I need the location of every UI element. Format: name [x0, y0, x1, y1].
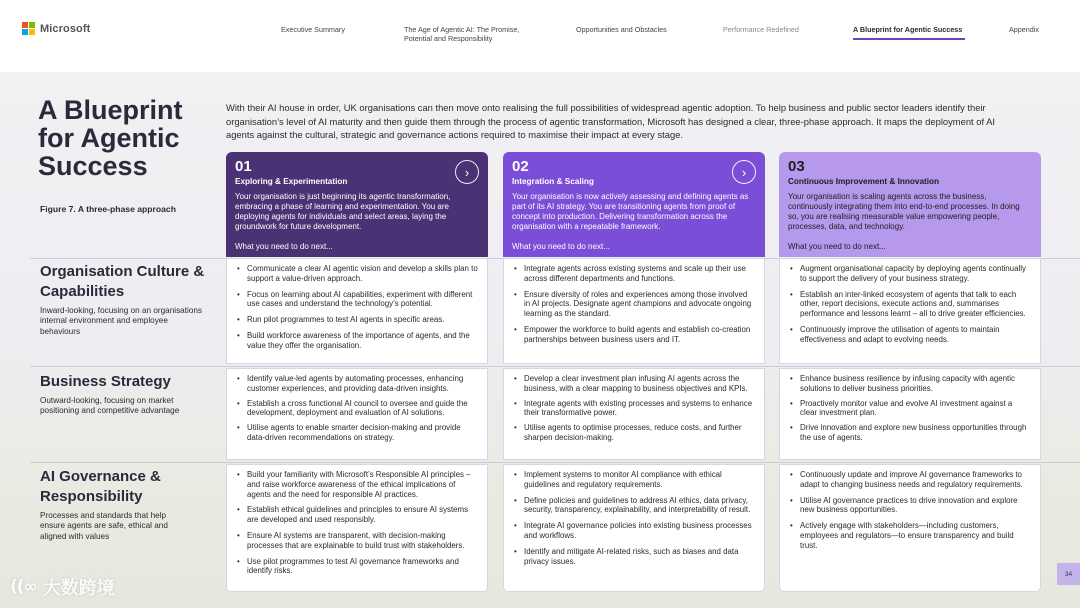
row-description: Processes and standards that help ensure agents are safe, ethical and aligned with values — [40, 511, 168, 541]
list-item: • Implement systems to monitor AI compliance with ethical guidelines and regulatory requirements. — [512, 470, 755, 490]
list-item: • Drive innovation and explore new business opportunities through the use of agents. — [788, 423, 1031, 443]
phase-description: Your organisation is scaling agents across the business, continuously integrating them into end-to-end processes. In doing so, you are realising measurable value empowering people, processes, data, and technology. — [788, 192, 1020, 231]
microsoft-logo-icon — [22, 22, 35, 35]
list-item: • Build your familiarity with Microsoft’s Responsible AI principles – and raise workforce awareness of the ethical implications of agents and the need for responsible AI practices. — [235, 470, 478, 499]
row-description: Outward-looking, focusing on market positioning and competitive advantage — [40, 396, 180, 416]
nav-opportunities-obstacles[interactable]: Opportunities and Obstacles — [576, 25, 667, 34]
list-item: • Utilise agents to optimise processes, reduce costs, and further sharpen decision-making. — [512, 423, 755, 443]
brand-name: Microsoft — [40, 22, 91, 35]
row-label-culture — [40, 262, 210, 337]
phase-2-header — [503, 152, 765, 257]
row-title: AI Governance & Responsibility — [40, 468, 161, 505]
list-item: • Focus on learning about AI capabilities, experiment with different use cases and understand the technology’s potential. — [235, 290, 478, 310]
chevron-right-circle-icon[interactable]: › — [732, 160, 756, 184]
watermark-text: 大数跨境 — [42, 578, 115, 599]
phase-3-header — [779, 152, 1041, 257]
list-item: • Continuously update and improve AI governance frameworks to adapt to changing business needs and regulatory requirements. — [788, 470, 1031, 490]
list-item: • Empower the workforce to build agents and establish co-creation partnerships between business users and IT. — [512, 325, 755, 345]
phase-description: Your organisation is now actively assessing and defining agents as part of its AI strategy. You are transitioning agents from proof of concept into production. Delivering transformation across the organisation with a repeatable framework. — [512, 192, 749, 231]
list-item: • Continuously improve the utilisation of agents to maintain effectiveness and adapt to evolving needs. — [788, 325, 1031, 345]
phase-name: Integration & Scaling — [512, 177, 594, 186]
row-title: Business Strategy — [40, 373, 171, 390]
phase-number: 02 — [512, 158, 529, 175]
list-item: • Integrate agents across existing systems and scale up their use across different departments and functions. — [512, 264, 755, 284]
phase-next-label: What you need to do next... — [235, 242, 333, 251]
list-item: • Ensure diversity of roles and experiences among those involved in AI projects. Designate agent champions and advocate ongoing learning as the standard. — [512, 290, 755, 319]
list-item: • Define policies and guidelines to address AI ethics, data privacy, security, transparency, explainability, and interpretability of result. — [512, 496, 755, 516]
page-title: A Blueprint for Agentic Success — [38, 95, 183, 181]
list-item: • Establish an inter-linked ecosystem of agents that talk to each other, report decisions, execute actions and, summarises performance and lessons learnt – all to drive greater efficiencies. — [788, 290, 1031, 319]
cell-governance-phase-3 — [779, 464, 1041, 592]
list-item: • Identify value-led agents by automating processes, enhancing customer experiences, and providing data-driven insights. — [235, 374, 478, 394]
list-item: • Augment organisational capacity by deploying agents continually to support the delivery of your business strategy. — [788, 264, 1031, 284]
row-divider — [30, 366, 1080, 367]
list-item: • Build workforce awareness of the importance of agents, and the value they offer the organisation. — [235, 331, 478, 351]
list-item: • Run pilot programmes to test AI agents in specific areas. — [235, 315, 478, 325]
row-divider — [30, 462, 1080, 463]
cell-strategy-phase-2 — [503, 368, 765, 460]
phase-number: 03 — [788, 158, 805, 175]
list-item: • Utilise AI governance practices to drive innovation and explore new business opportunities. — [788, 496, 1031, 516]
watermark — [10, 574, 115, 600]
list-item: • Use pilot programmes to test AI governance frameworks and identify risks. — [235, 557, 478, 577]
list-item: • Actively engage with stakeholders—including customers, employees and regulators—to ensure transparency and build trust. — [788, 521, 1031, 550]
cell-culture-phase-2 — [503, 258, 765, 364]
phase-description: Your organisation is just beginning its agentic transformation, embracing a phase of learning and experimentation. You are deploying agents for individuals and select areas, laying the groundwork for future development. — [235, 192, 451, 231]
list-item: • Ensure AI systems are transparent, with decision-making processes that are explainable to build trust with stakeholders. — [235, 531, 478, 551]
cell-culture-phase-3 — [779, 258, 1041, 364]
top-navigation — [0, 0, 1080, 72]
nav-executive-summary[interactable]: Executive Summary — [281, 25, 345, 34]
active-nav-underline — [853, 38, 965, 40]
page-number: 34 — [1057, 563, 1080, 585]
phase-next-label: What you need to do next... — [512, 242, 610, 251]
list-item: • Establish a cross functional AI council to oversee and guide the development, deployment and evaluation of AI solutions. — [235, 399, 478, 419]
cell-governance-phase-2 — [503, 464, 765, 592]
row-title: Organisation Culture & Capabilities — [40, 263, 205, 300]
nav-age-of-agentic-ai[interactable]: The Age of Agentic AI: The Promise, Potential and Responsibility — [404, 25, 520, 43]
nav-appendix[interactable]: Appendix — [1009, 25, 1039, 34]
phase-number: 01 — [235, 158, 252, 175]
phase-1-header — [226, 152, 488, 257]
list-item: • Identify and mitigate AI-related risks, such as biases and data privacy issues. — [512, 547, 755, 567]
list-item: • Establish ethical guidelines and principles to ensure AI systems are developed and used responsibly. — [235, 505, 478, 525]
nav-performance-redefined[interactable]: Performance Redefined — [723, 25, 799, 34]
list-item: • Integrate AI governance policies into existing business processes and workflows. — [512, 521, 755, 541]
list-item: • Proactively monitor value and evolve AI investment against a clear investment plan. — [788, 399, 1031, 419]
phase-name: Exploring & Experimentation — [235, 177, 348, 186]
row-description: Inward-looking, focusing on an organisations internal environment and employee behaviours — [40, 306, 203, 336]
row-label-governance — [40, 467, 210, 542]
cell-culture-phase-1 — [226, 258, 488, 364]
microsoft-logo[interactable] — [22, 22, 90, 35]
cell-strategy-phase-3 — [779, 368, 1041, 460]
list-item: • Communicate a clear AI agentic vision and develop a skills plan to support a value-driven approach. — [235, 264, 478, 284]
row-label-strategy — [40, 372, 210, 417]
cell-governance-phase-1 — [226, 464, 488, 592]
list-item: • Utilise agents to enable smarter decision-making and provide data-driven recommendations on strategy. — [235, 423, 478, 443]
intro-paragraph: With their AI house in order, UK organisations can then move onto realising the full possibilities of widespread agentic adoption. To help business and public sector leaders identify their organisation’s level of AI maturity and then guide them through the process of agentic transformation, Microsoft has designed a clear, three-phase approach. It maps the deployment of AI agents against the cultural, strategic and governance actions required to maximise their impact at every stage. — [226, 102, 996, 141]
phase-next-label: What you need to do next... — [788, 242, 886, 251]
cell-strategy-phase-1 — [226, 368, 488, 460]
chevron-right-circle-icon[interactable]: › — [455, 160, 479, 184]
list-item: • Enhance business resilience by infusing capacity with agentic solutions to deliver business priorities. — [788, 374, 1031, 394]
watermark-logo-icon: ((∞ — [10, 577, 37, 597]
list-item: • Integrate agents with existing processes and systems to enhance their transformative power. — [512, 399, 755, 419]
nav-blueprint-agentic-success[interactable]: A Blueprint for Agentic Success — [853, 25, 963, 34]
figure-caption: Figure 7. A three-phase approach — [40, 204, 176, 214]
list-item: • Develop a clear investment plan infusing AI agents across the business, with a clear mapping to business objectives and KPIs. — [512, 374, 755, 394]
phase-name: Continuous Improvement & Innovation — [788, 177, 940, 186]
